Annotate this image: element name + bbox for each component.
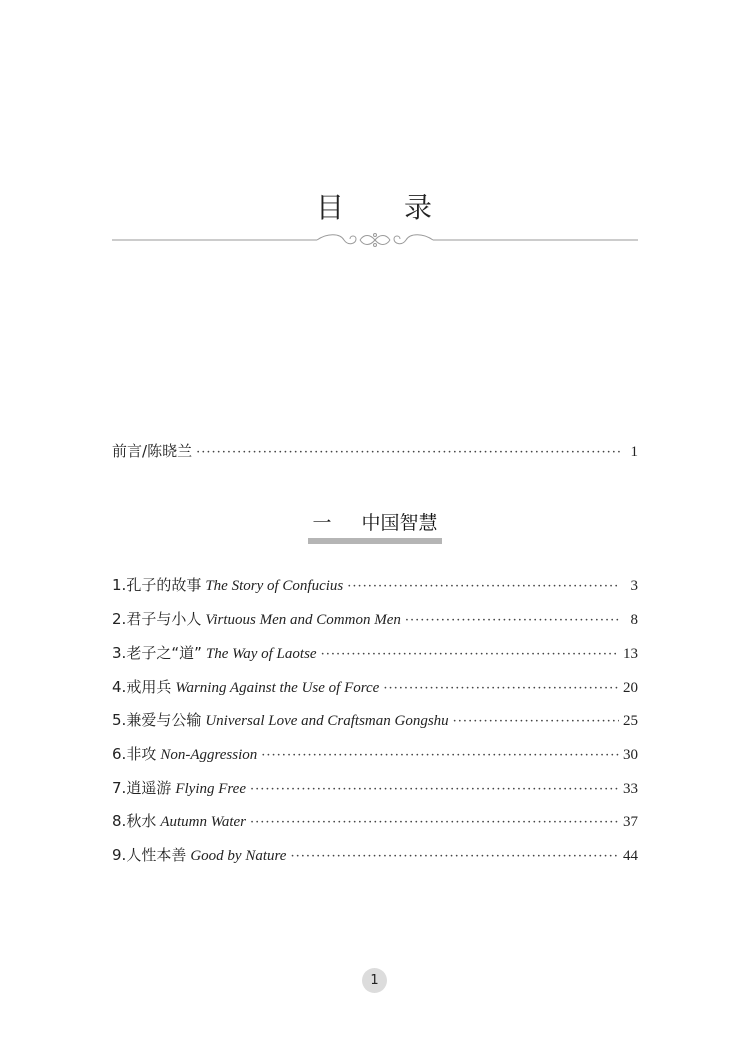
- entry-number: 1.: [112, 576, 127, 594]
- entry-title-en: The Way of Laotse: [205, 646, 317, 662]
- entry-title-en: Autumn Water: [160, 814, 247, 830]
- page-ref: 20: [623, 680, 638, 696]
- entry-title-cn: 非攻: [126, 745, 157, 763]
- section-underline-bar: [308, 538, 442, 544]
- toc-entry-preface[interactable]: [112, 440, 638, 464]
- entry-number: 3.: [112, 644, 127, 662]
- page-ref: 25: [623, 713, 638, 729]
- entry-title-en: Non-Aggression: [160, 747, 258, 763]
- entry-number: 5.: [112, 711, 127, 729]
- toc-entry[interactable]: [112, 642, 638, 666]
- toc-entry[interactable]: [112, 676, 638, 700]
- entry-title-en: Flying Free: [175, 781, 246, 797]
- entry-number: 4.: [112, 678, 127, 696]
- entry-title-cn: 秋水: [126, 812, 157, 830]
- entry-title-cn: 人性本善: [126, 846, 187, 864]
- entry-title-en: Good by Nature: [190, 848, 287, 864]
- entry-number: 2.: [112, 610, 127, 628]
- toc-entry[interactable]: [112, 709, 638, 733]
- preface-label: 前言: [112, 442, 143, 460]
- flourish-ornament-icon: [112, 229, 638, 251]
- dot-leader: [196, 445, 620, 460]
- dot-leader: [453, 714, 619, 729]
- entry-title-cn: 君子与小人: [126, 610, 202, 628]
- page-ref: 1: [630, 444, 638, 460]
- entry-number: 9.: [112, 846, 127, 864]
- entry-number: 7.: [112, 779, 127, 797]
- entry-title-en: Universal Love and Craftsman Gongshu: [205, 713, 449, 729]
- section-title: 中国智慧: [361, 512, 438, 534]
- toc-entry[interactable]: [112, 574, 638, 598]
- entry-title-en: Virtuous Men and Common Men: [205, 612, 401, 628]
- page-ref: 33: [623, 781, 638, 797]
- preface-author: /陈晓兰: [142, 442, 193, 460]
- page-ref: 30: [623, 747, 638, 763]
- dot-leader: [383, 681, 619, 696]
- entry-title-cn: 戒用兵: [126, 678, 172, 696]
- dot-leader: [405, 613, 620, 628]
- dot-leader: [321, 647, 619, 662]
- section-heading: [0, 508, 750, 535]
- page-ref: 13: [623, 646, 638, 662]
- toc-entry[interactable]: [112, 844, 638, 868]
- entry-title-cn: 逍遥游: [126, 779, 172, 797]
- entry-number: 8.: [112, 812, 127, 830]
- entry-title-en: The Story of Confucius: [205, 578, 344, 594]
- entry-title-cn: 兼爱与公输: [126, 711, 202, 729]
- entry-title-en: Warning Against the Use of Force: [175, 680, 380, 696]
- entry-title-cn: 孔子的故事: [126, 576, 202, 594]
- dot-leader: [250, 815, 619, 830]
- toc-entry[interactable]: [112, 608, 638, 632]
- toc-entry[interactable]: [112, 777, 638, 801]
- dot-leader: [290, 849, 619, 864]
- ornamental-divider: [112, 229, 638, 251]
- dot-leader: [347, 579, 620, 594]
- dot-leader: [261, 748, 619, 763]
- page-ref: 8: [630, 612, 638, 628]
- entry-title-cn: 老子之“道”: [126, 644, 202, 662]
- page-title-char-2: 录: [404, 191, 435, 224]
- page-number-badge: 1: [362, 968, 387, 993]
- page-title: [0, 186, 750, 226]
- section-number: 一: [312, 512, 332, 534]
- toc-entry[interactable]: [112, 743, 638, 767]
- entry-number: 6.: [112, 745, 127, 763]
- page-ref: 3: [630, 578, 638, 594]
- page-ref: 37: [623, 814, 638, 830]
- toc-entry[interactable]: [112, 810, 638, 834]
- page-title-char-1: 目: [315, 191, 346, 224]
- page-ref: 44: [623, 848, 638, 864]
- dot-leader: [250, 782, 619, 797]
